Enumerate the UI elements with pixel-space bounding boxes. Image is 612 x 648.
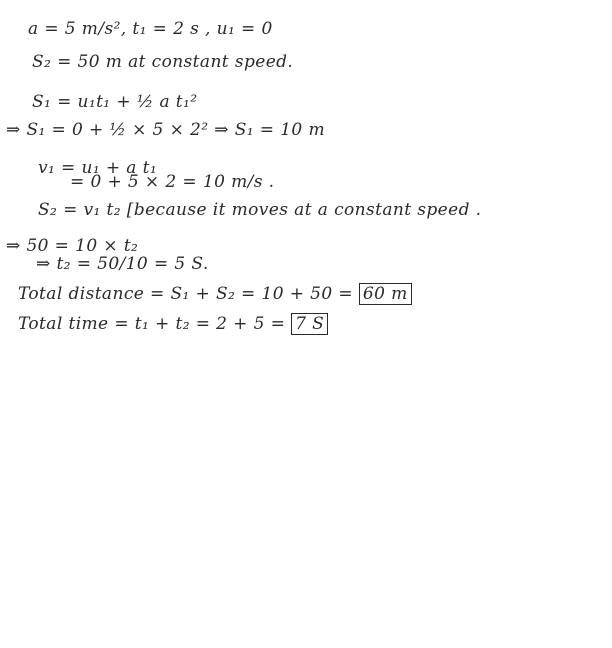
total-distance-text: Total distance = S₁ + S₂ = 10 + 50 = <box>18 284 354 304</box>
total-distance-answer-box: 60 m <box>359 283 412 305</box>
v1-result-line: = 0 + 5 × 2 = 10 m/s . <box>70 172 275 192</box>
given-values-line: a = 5 m/s², t₁ = 2 s , u₁ = 0 <box>28 19 273 39</box>
t2-result-line: ⇒ t₂ = 50/10 = 5 S. <box>36 254 209 274</box>
s1-formula-line: S₁ = u₁t₁ + ½ a t₁² <box>32 92 198 112</box>
v1-formula-line: v₁ = u₁ + a t₁ <box>38 158 158 178</box>
s1-result-line: ⇒ S₁ = 0 + ½ × 5 × 2² ⇒ S₁ = 10 m <box>6 120 325 140</box>
total-time-text: Total time = t₁ + t₂ = 2 + 5 = <box>18 314 286 334</box>
distance-s2-line: S₂ = 50 m at constant speed. <box>32 52 294 72</box>
total-distance-line <box>18 284 412 304</box>
s2-equation-line: ⇒ 50 = 10 × t₂ <box>6 236 139 256</box>
total-time-answer-box: 7 S <box>291 313 328 335</box>
s2-formula-line: S₂ = v₁ t₂ [because it moves at a constant speed . <box>38 200 482 220</box>
total-time-line <box>18 314 328 334</box>
